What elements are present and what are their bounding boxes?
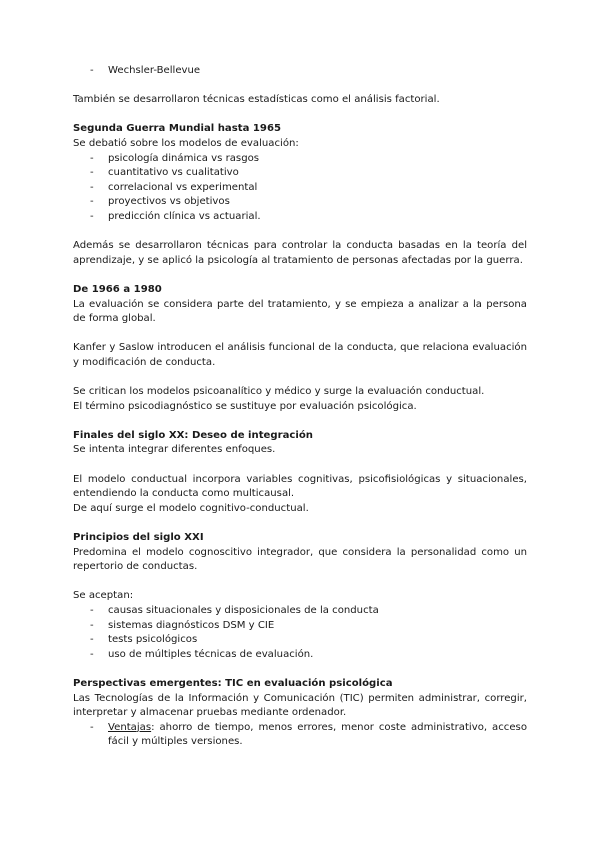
list-item xyxy=(73,648,527,663)
list-item-text: tests psicológicos xyxy=(108,634,198,646)
dash-marker: - xyxy=(90,210,94,222)
ww2-list xyxy=(73,152,527,225)
sxx-paragraph-2a: El modelo conductual incorpora variables cognitivas, psicofisiológicas y situacionales, entendiendo la conducta como multicausal. xyxy=(73,473,527,500)
s1966-paragraph-2: Kanfer y Saslow introducen el análisis funcional de la conducta, que relaciona evaluación y modificación de conducta. xyxy=(73,342,527,368)
list-item-text: uso de múltiples técnicas de evaluación. xyxy=(108,648,314,660)
xxi-list xyxy=(73,604,527,662)
dash-marker: - xyxy=(90,65,94,76)
dash-marker: - xyxy=(90,196,94,208)
intro-list xyxy=(73,64,527,79)
dash-marker: - xyxy=(90,167,94,179)
section-title-xxi: Principios del siglo XXI xyxy=(73,532,204,543)
section-title-ww2: Segunda Guerra Mundial hasta 1965 xyxy=(73,123,281,135)
list-item xyxy=(73,64,527,79)
section-title-1966: De 1966 a 1980 xyxy=(73,283,162,295)
sxx-paragraph-2b: De aquí surge el modelo cognitivo-conductual. xyxy=(73,502,309,514)
s1966-paragraph-1: La evaluación se considera parte del tratamiento, y se empieza a analizar a la persona de forma global. xyxy=(73,298,527,325)
list-item xyxy=(73,181,527,196)
sxxi-paragraph-1: Predomina el modelo cognoscitivo integrador, que considera la personalidad como un repertorio de conductas. xyxy=(73,546,527,573)
list-item-text: predicción clínica vs actuarial. xyxy=(108,210,261,222)
list-item-text: cuantitativo vs cualitativo xyxy=(108,167,239,179)
dash-marker: - xyxy=(90,619,94,631)
section-title-xx: Finales del siglo XX: Deseo de integración xyxy=(73,429,313,441)
list-item-text: Wechsler-Bellevue xyxy=(108,65,201,76)
section-title-tic: Perspectivas emergentes: TIC en evaluación psicológica xyxy=(73,677,393,689)
s1966-paragraph-3a: Se critican los modelos psicoanalítico y médico y surge la evaluación conductual. xyxy=(73,386,485,398)
sxxi-lead: Se aceptan: xyxy=(73,590,134,602)
list-item xyxy=(73,604,527,619)
dash-marker: - xyxy=(90,181,94,193)
dash-marker: - xyxy=(90,604,94,616)
s1966-paragraph-3b: El término psicodiagnóstico se sustituye por evaluación psicológica. xyxy=(73,400,417,412)
statistics-paragraph: También se desarrollaron técnicas estadísticas como el análisis factorial. xyxy=(73,94,440,106)
list-item-text: psicología dinámica vs rasgos xyxy=(108,152,260,164)
ww2-lead: Se debatió sobre los modelos de evaluación: xyxy=(73,137,299,149)
dash-marker: - xyxy=(90,152,94,164)
advantages-text: : ahorro de tiempo, menos errores, menor coste administrativo, acceso fácil y múltiples versiones. xyxy=(108,721,527,748)
list-item xyxy=(73,166,527,181)
list-item-text: proyectivos vs objetivos xyxy=(108,196,230,208)
list-item xyxy=(73,619,527,634)
sxx-paragraph-1: Se intenta integrar diferentes enfoques. xyxy=(73,444,276,456)
list-item xyxy=(73,721,527,750)
document-page xyxy=(73,64,527,750)
dash-marker: - xyxy=(90,648,94,660)
ww2-paragraph: Además se desarrollaron técnicas para controlar la conducta basadas en la teoría del aprendizaje, y se aplicó la psicología al tratamiento de personas afectadas por la guerra. xyxy=(73,240,527,266)
list-item-text: sistemas diagnósticos DSM y CIE xyxy=(108,619,275,631)
dash-marker: - xyxy=(90,634,94,646)
list-item xyxy=(73,195,527,210)
list-item-text: correlacional vs experimental xyxy=(108,181,258,193)
advantages-label: Ventajas xyxy=(108,721,152,733)
list-item xyxy=(73,210,527,225)
list-item-text: causas situacionales y disposicionales de la conducta xyxy=(108,604,379,616)
list-item xyxy=(73,152,527,167)
tic-list xyxy=(73,721,527,750)
dash-marker: - xyxy=(90,721,94,733)
list-item xyxy=(73,633,527,648)
tic-paragraph-1: Las Tecnologías de la Información y Comunicación (TIC) permiten administrar, corregir, interpretar y almacenar pruebas mediante ordenador. xyxy=(73,692,527,719)
